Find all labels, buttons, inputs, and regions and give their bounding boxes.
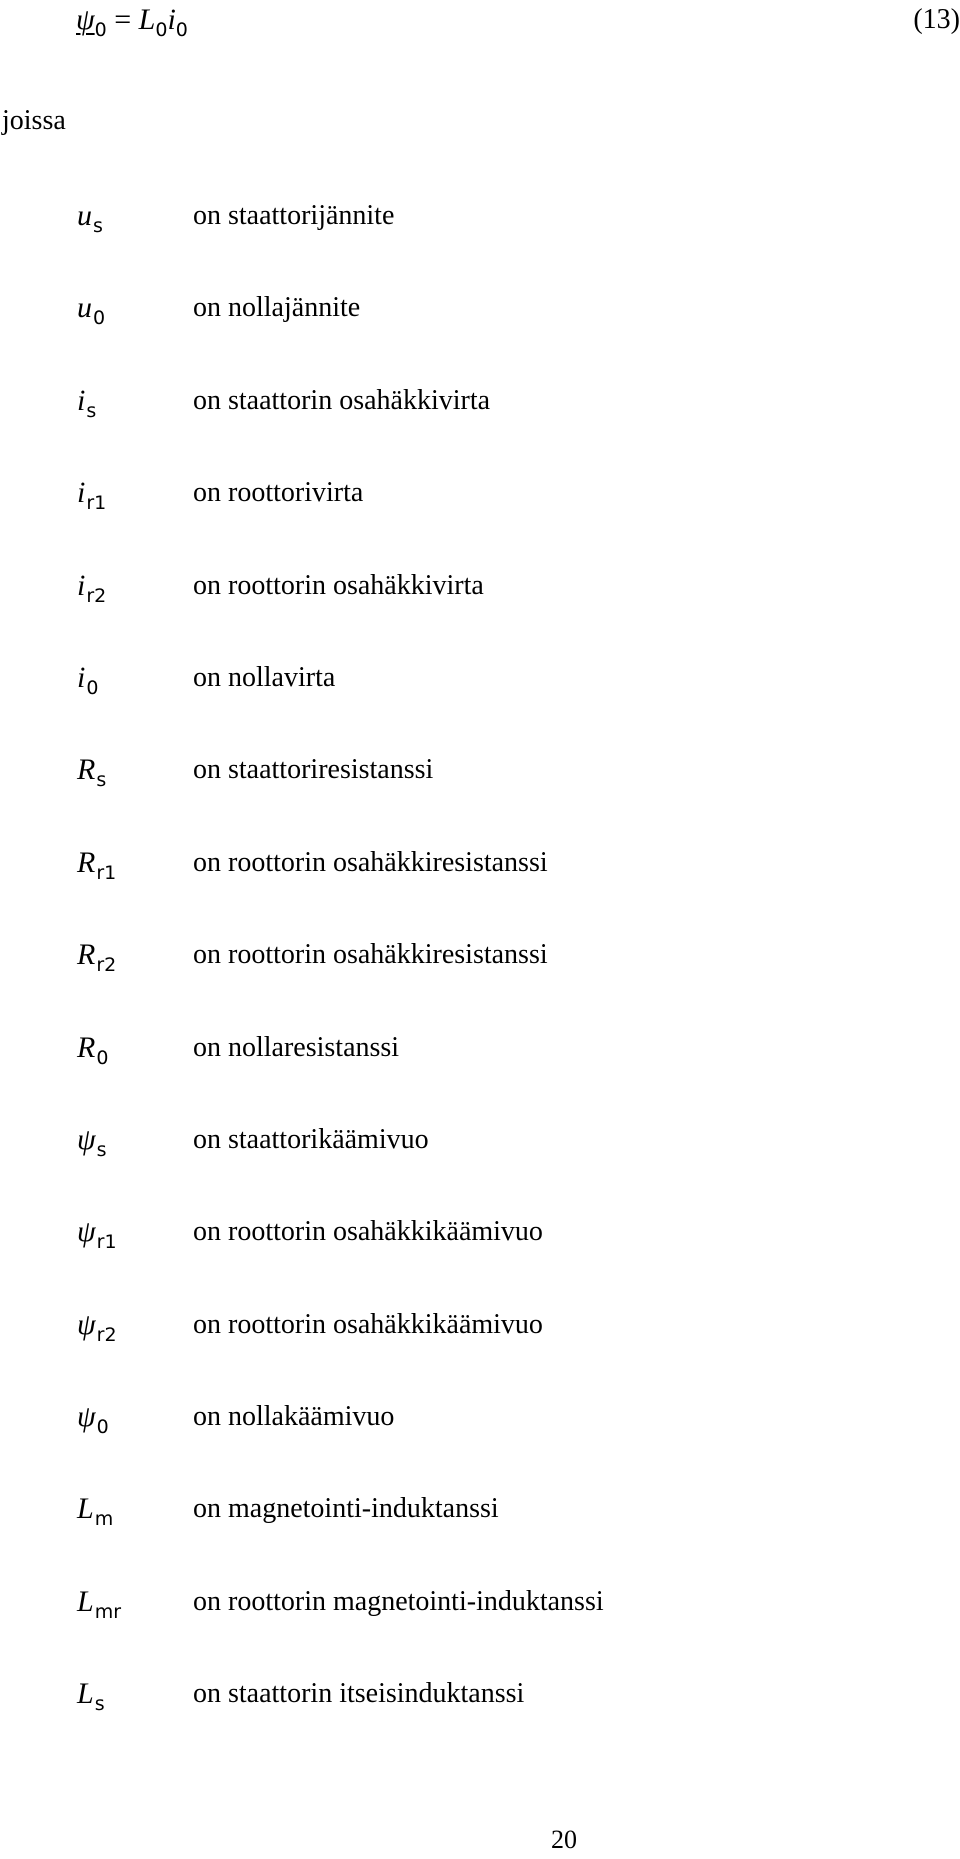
symbol-subscript: r2 (86, 584, 107, 607)
symbol-base: ψ (77, 1307, 96, 1341)
symbol-subscript: s (93, 215, 103, 237)
symbol-subscript: r1 (86, 492, 107, 515)
symbol-definition-row (0, 381, 960, 473)
symbol-base: L (77, 1584, 94, 1618)
symbol-description: on nollaresistanssi (193, 1031, 400, 1063)
symbol-description: on roottorin osahäkkikäämivuo (193, 1216, 543, 1248)
symbol-subscript: r1 (96, 1231, 117, 1254)
symbol-base: R (77, 753, 96, 787)
symbol-definition-row (0, 750, 960, 842)
symbol-base: i (77, 383, 86, 417)
symbol-definition-row (0, 1120, 960, 1212)
symbol-subscript: s (96, 769, 107, 792)
symbol-base: u (77, 291, 92, 325)
symbol-base: i (77, 476, 86, 510)
symbol-description: on staattorin itseisinduktanssi (193, 1678, 525, 1710)
symbol-definition-row (0, 1489, 960, 1581)
symbol-description: on roottorin osahäkkiresistanssi (193, 939, 548, 971)
symbol-definition-row (0, 196, 960, 288)
symbol-definition-row (0, 658, 960, 750)
symbol-description: on nollakäämivuo (193, 1401, 395, 1433)
symbol-description: on staattorikäämivuo (193, 1123, 429, 1155)
symbol-definition-row (0, 843, 960, 935)
symbol (77, 1305, 117, 1355)
symbol-description: on staattorijännite (193, 200, 395, 231)
symbol-base: u (77, 199, 92, 232)
symbol-definition-row (0, 1212, 960, 1304)
symbol-subscript: s (96, 1138, 107, 1161)
symbol (77, 935, 116, 985)
symbol-definition-list (0, 196, 960, 1767)
symbol-subscript: mr (94, 1600, 122, 1623)
symbol-description: on nollavirta (193, 661, 336, 693)
symbol (77, 1120, 107, 1170)
symbol-definition-row (0, 288, 960, 380)
symbol (77, 381, 96, 431)
symbol-subscript: r2 (96, 954, 117, 977)
equation-rhs-symbol-1: L (138, 3, 156, 36)
symbol-description: on roottorin magnetointi-induktanssi (193, 1585, 604, 1617)
symbol-base: i (77, 660, 86, 694)
symbol-subscript: s (86, 399, 97, 422)
symbol-description: on staattoriresistanssi (193, 754, 434, 786)
symbol (77, 843, 116, 893)
symbol-base: ψ (77, 1215, 96, 1249)
symbol (77, 658, 98, 708)
symbol-base: R (77, 845, 96, 879)
symbol-definition-row (0, 935, 960, 1027)
symbol-base: R (77, 1030, 96, 1064)
symbol (77, 566, 106, 616)
symbol-base: L (77, 1492, 94, 1526)
symbol (77, 1212, 117, 1262)
symbol-definition-row (0, 1305, 960, 1397)
page-number: 20 (551, 1825, 577, 1854)
equation-rhs-subscript-1: 0 (155, 19, 168, 41)
equation-lhs-symbol: ψ (76, 3, 95, 36)
symbol-description: on roottorin osahäkkikäämivuo (193, 1308, 543, 1340)
symbol (77, 288, 105, 338)
symbol-description: on nollajännite (193, 292, 361, 324)
symbol-description: on staattorin osahäkkivirta (193, 384, 491, 416)
equation-rhs-subscript-2: 0 (175, 19, 188, 41)
symbol (77, 196, 103, 246)
symbol-subscript: s (94, 1693, 105, 1716)
symbol-definition-row (0, 473, 960, 565)
symbol-subscript: 0 (93, 307, 106, 330)
symbol-description: on roottorivirta (193, 477, 364, 509)
symbol-definition-row (0, 1028, 960, 1120)
symbol-description: on magnetointi-induktanssi (193, 1493, 499, 1525)
symbol-definition-row (0, 1582, 960, 1674)
symbol-definition-row (0, 1397, 960, 1489)
equation-lhs-subscript: 0 (94, 19, 107, 41)
symbol-base: ψ (77, 1400, 96, 1434)
equation-13 (76, 0, 188, 40)
symbol-subscript: 0 (96, 1046, 109, 1069)
symbol-base: i (77, 568, 86, 602)
symbol-subscript: r2 (96, 1323, 117, 1346)
symbol-description: on roottorin osahäkkiresistanssi (193, 846, 548, 878)
intro-text: joissa (2, 105, 66, 136)
symbol (77, 1028, 108, 1078)
symbol-base: L (77, 1677, 94, 1711)
symbol-subscript: 0 (96, 1416, 109, 1439)
symbol (77, 1397, 109, 1447)
symbol (77, 1489, 113, 1539)
symbol-subscript: 0 (86, 676, 99, 699)
symbol (77, 473, 106, 523)
equation-lhs (76, 3, 107, 41)
symbol-subscript: r1 (96, 861, 117, 884)
equation-number: (13) (913, 4, 960, 35)
symbol-base: R (77, 938, 96, 972)
equation-operator: = (106, 3, 139, 36)
symbol-subscript: m (94, 1508, 114, 1531)
symbol (77, 750, 106, 800)
symbol-definition-row (0, 566, 960, 658)
equation-rhs-symbol-2: i (167, 3, 176, 36)
symbol-definition-row (0, 1674, 960, 1766)
symbol-base: ψ (77, 1122, 96, 1156)
symbol-description: on roottorin osahäkkivirta (193, 569, 484, 601)
symbol (77, 1674, 105, 1724)
symbol (77, 1582, 121, 1632)
